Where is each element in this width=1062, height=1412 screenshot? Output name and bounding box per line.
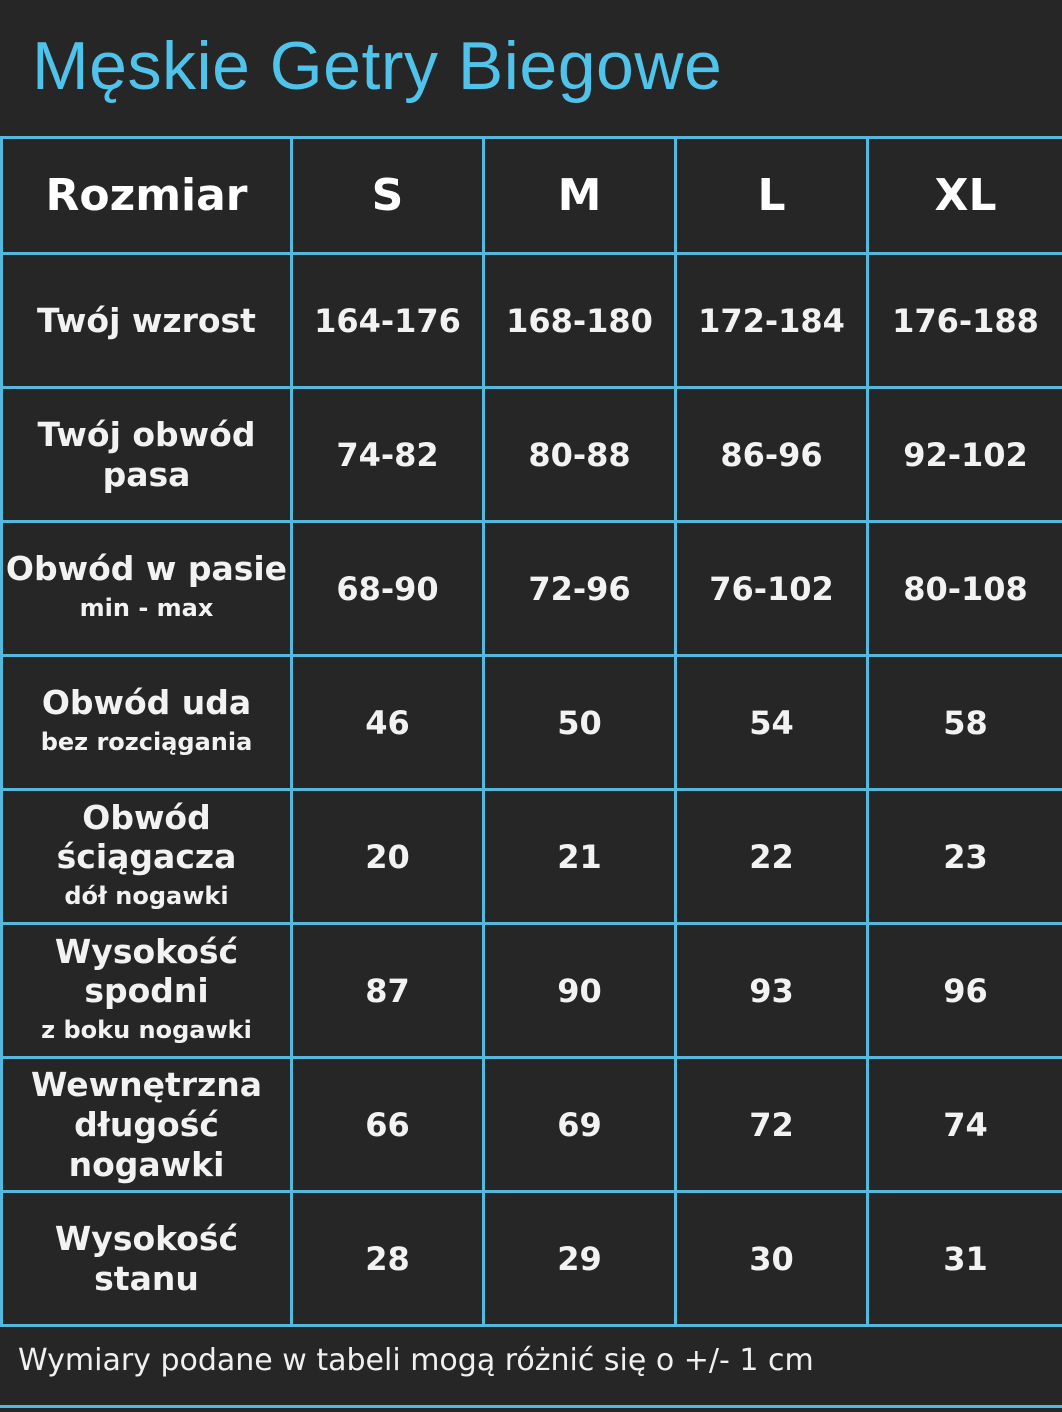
- cell-value: 29: [484, 1192, 676, 1326]
- cell-value: 74-82: [292, 388, 484, 522]
- cell-value: 92-102: [868, 388, 1062, 522]
- table-row: [2, 388, 1062, 522]
- cell-value: 168-180: [484, 254, 676, 388]
- bottom-divider: [0, 1405, 1062, 1408]
- table-row: [2, 522, 1062, 656]
- row-label-outseam: [2, 924, 292, 1058]
- row-label-cuff: [2, 790, 292, 924]
- header-size-s: S: [292, 138, 484, 254]
- cell-value: 87: [292, 924, 484, 1058]
- cell-value: 72: [676, 1058, 868, 1192]
- table-header-row: [2, 138, 1062, 254]
- size-chart-table: [0, 136, 1062, 1327]
- cell-value: 31: [868, 1192, 1062, 1326]
- table-row: [2, 1192, 1062, 1326]
- cell-value: 80-88: [484, 388, 676, 522]
- cell-value: 46: [292, 656, 484, 790]
- cell-value: 86-96: [676, 388, 868, 522]
- cell-value: 20: [292, 790, 484, 924]
- row-label-height: [2, 254, 292, 388]
- cell-value: 90: [484, 924, 676, 1058]
- row-label-text: Twój wzrost: [37, 301, 256, 340]
- header-size-m: M: [484, 138, 676, 254]
- table-row: [2, 924, 1062, 1058]
- row-label-inseam: [2, 1058, 292, 1192]
- cell-value: 50: [484, 656, 676, 790]
- row-label-subtext: min - max: [79, 594, 214, 622]
- row-label-thigh: [2, 656, 292, 790]
- row-label-subtext: z boku nogawki: [41, 1015, 252, 1044]
- cell-value: 172-184: [676, 254, 868, 388]
- cell-value: 23: [868, 790, 1062, 924]
- cell-value: 72-96: [484, 522, 676, 656]
- cell-value: 76-102: [676, 522, 868, 656]
- cell-value: 74: [868, 1058, 1062, 1192]
- cell-value: 30: [676, 1192, 868, 1326]
- table-row: [2, 656, 1062, 790]
- cell-value: 176-188: [868, 254, 1062, 388]
- cell-value: 28: [292, 1192, 484, 1326]
- row-label-text: Obwód w pasie: [5, 549, 288, 588]
- row-label-text: Twój obwód pasa: [37, 414, 256, 494]
- header-size-xl: XL: [868, 138, 1062, 254]
- cell-value: 96: [868, 924, 1062, 1058]
- header-size-label: Rozmiar: [2, 138, 292, 254]
- cell-value: 93: [676, 924, 868, 1058]
- cell-value: 21: [484, 790, 676, 924]
- cell-value: 69: [484, 1058, 676, 1192]
- cell-value: 164-176: [292, 254, 484, 388]
- row-label-subtext: dół nogawki: [64, 881, 229, 910]
- table-row: [2, 254, 1062, 388]
- row-label-text: Wysokość stanu: [54, 1218, 239, 1298]
- footnote: Wymiary podane w tabeli mogą różnić się o +/- 1 cm: [18, 1343, 814, 1378]
- cell-value: 66: [292, 1058, 484, 1192]
- cell-value: 80-108: [868, 522, 1062, 656]
- row-label-rise: [2, 1192, 292, 1326]
- row-label-text: Obwód ściągacza: [56, 797, 237, 876]
- row-label-waist-range: [2, 522, 292, 656]
- cell-value: 54: [676, 656, 868, 790]
- header-size-l: L: [676, 138, 868, 254]
- row-label-text: Wewnętrzna długość nogawki: [31, 1064, 262, 1184]
- row-label-waist: [2, 388, 292, 522]
- row-label-text: Obwód uda: [41, 683, 252, 722]
- table-row: [2, 1058, 1062, 1192]
- cell-value: 22: [676, 790, 868, 924]
- row-label-text: Wysokość spodni: [54, 931, 239, 1010]
- cell-value: 68-90: [292, 522, 484, 656]
- cell-value: 58: [868, 656, 1062, 790]
- row-label-subtext: bez rozciągania: [40, 728, 253, 756]
- table-row: [2, 790, 1062, 924]
- page-title: Męskie Getry Biegowe: [32, 28, 723, 104]
